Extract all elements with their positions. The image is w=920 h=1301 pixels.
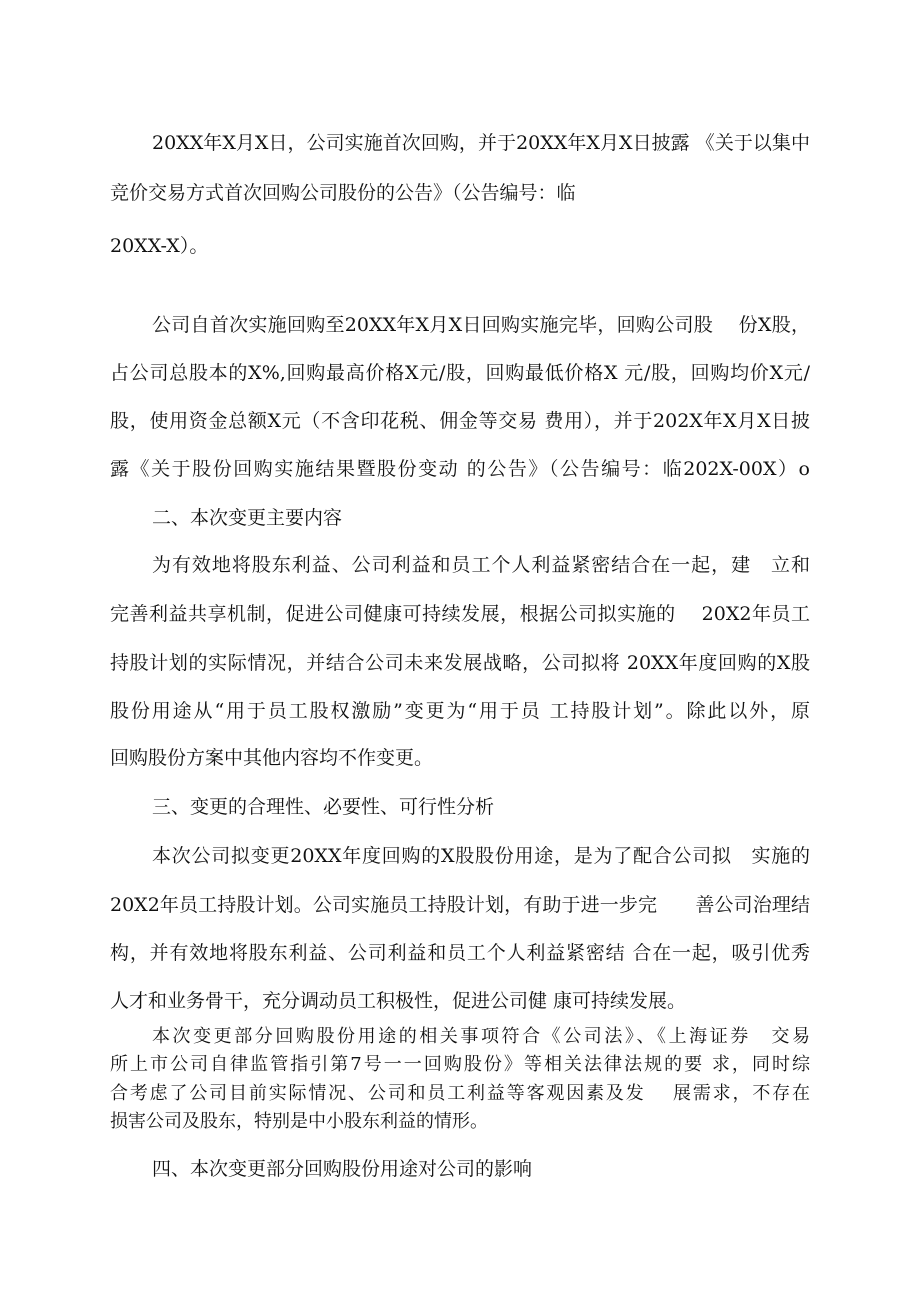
paragraph-line: 竞价交易方式首次回购公司股份的公告》（公告编号：临	[110, 182, 576, 204]
paragraph-line: 露《关于股份回购实施结果暨股份变动 的公告》（公告编号：临202X-00X）o	[110, 458, 810, 480]
paragraph-line: 股，使用资金总额X元（不含印花税、佣金等交易 费用），并于202X年X月X日披	[110, 410, 810, 432]
paragraph-line: 所上市公司自律监管指引第7号一一回购股份》等相关法律法规的要 求，同时综	[110, 1054, 810, 1075]
paragraph-line: 本次变更部分回购股份用途的相关事项符合《公司法》、《上海证券 交易	[152, 1026, 810, 1047]
section-heading: 四、本次变更部分回购股份用途对公司的影响	[152, 1158, 533, 1180]
section-heading: 二、本次变更主要内容	[152, 507, 343, 529]
paragraph-line: 人才和业务骨干，充分调动员工积极性，促进公司健 康可持续发展。	[110, 990, 687, 1012]
paragraph-line: 合考虑了公司目前实际情况、公司和员工利益等客观因素及发 展需求，不存在	[110, 1083, 810, 1104]
paragraph-line: 持股计划的实际情况，并结合公司未来发展战略，公司拟将 20XX年度回购的X股	[110, 652, 810, 674]
paragraph-line: 回购股份方案中其他内容均不作变更。	[110, 747, 434, 769]
paragraph-line: 完善利益共享机制，促进公司健康可持续发展，根据公司拟实施的 20X2年员工	[110, 603, 810, 625]
section-heading: 三、变更的合理性、必要性、可行性分析	[152, 796, 495, 818]
paragraph-line: 股份用途从“用于员工股权激励”变更为“用于员 工持股计划”。除此以外，原	[110, 700, 810, 722]
paragraph-line: 20X2年员工持股计划。公司实施员工持股计划，有助于进一步完 善公司治理结	[110, 894, 810, 916]
paragraph-line: 本次公司拟变更20XX年度回购的X股股份用途，是为了配合公司拟 实施的	[152, 845, 810, 867]
paragraph-line: 公司自首次实施回购至20XX年X月X日回购实施完毕，回购公司股 份X股，	[152, 314, 810, 336]
paragraph-line: 构，并有效地将股东利益、公司利益和员工个人利益紧密结 合在一起，吸引优秀	[110, 942, 810, 964]
paragraph-line: 占公司总股本的X%,回购最高价格X元/股，回购最低价格X 元/股，回购均价X元/	[110, 362, 810, 384]
paragraph-line: 为有效地将股东利益、公司利益和员工个人利益紧密结合在一起，建 立和	[152, 554, 810, 576]
paragraph-line: 损害公司及股东，特别是中小股东利益的情形。	[110, 1111, 488, 1132]
paragraph-line: 20XX-X）。	[110, 235, 209, 257]
paragraph-line: 20XX年X月X日，公司实施首次回购，并于20XX年X月X日披露 《关于以集中	[152, 132, 810, 154]
